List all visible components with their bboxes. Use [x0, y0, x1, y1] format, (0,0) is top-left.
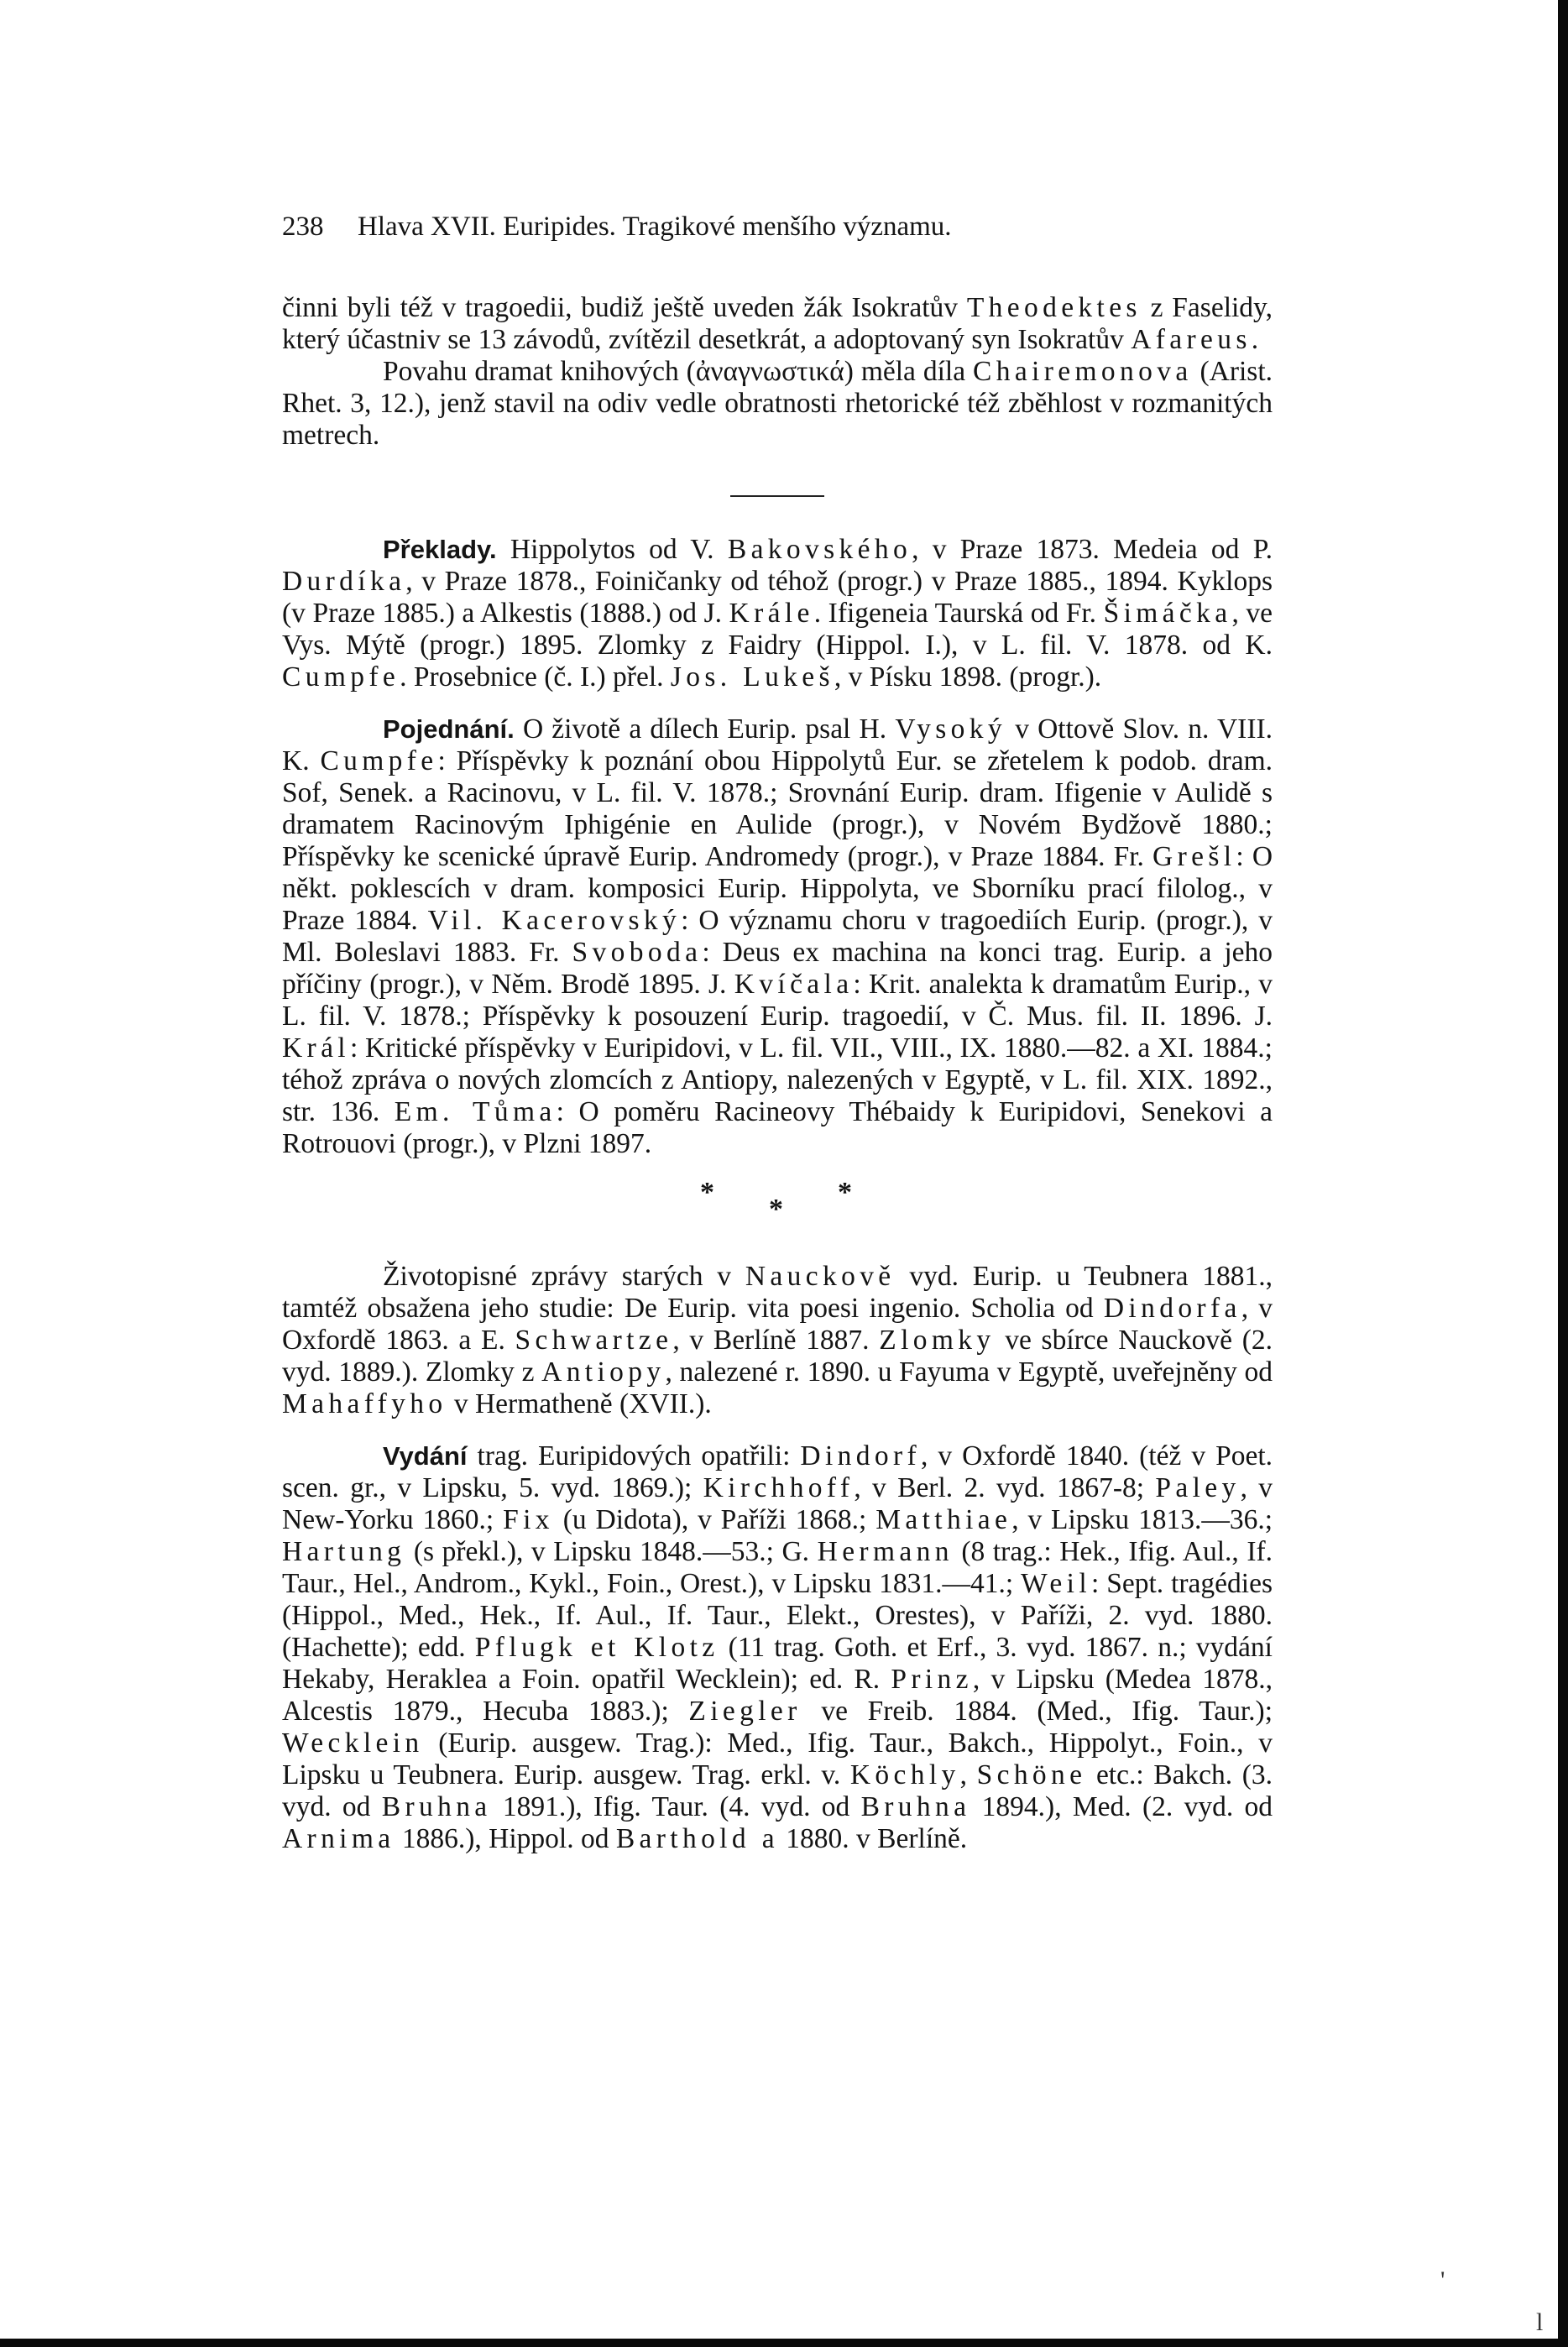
text: z Faselidy, který účastniv se 13 závodů, zvítězil desetkrát, a adoptovaný syn Isokratův [282, 292, 1273, 355]
pojednani-paragraph [282, 714, 1273, 1160]
text: ve Freib. 1884. (Med., Ifig. Taur.); [821, 1696, 1273, 1727]
spaced-name: Jos. Lukeš [670, 661, 834, 693]
text: : Příspěvky k poznání obou Hippolytů Eur. se zřetelem k podob. dram. Sof, Senek. a Racinovu, v L. fil. V. 1878.; Srovnání Eurip. dram. Ifigenie v Aulidě s dramatem Racinovým Iphigénie en Aulide (progr.), v Novém Bydžově 1880.; Příspěvky ke scenické úpravě Eurip. Andromedy (progr.), v Praze 1884. Fr. [282, 745, 1273, 872]
text: (8 trag.: Hek., Ifig. Aul., If. Taur., Hel., Androm., Kykl., Foin., Orest.), v Lipsku 1831.—41.; [282, 1536, 1273, 1599]
spaced-name: Hermann [817, 1536, 954, 1567]
text: (u Didota), v Paříži 1868.; [562, 1504, 867, 1535]
spaced-name: Prinz [891, 1664, 973, 1695]
text: vyd. Eurip. u Teubnera 1881., tamtéž obsažena jeho studie: De Eurip. vita poesi ingenio. Scholia od [282, 1261, 1273, 1324]
spaced-name: Matthiae [875, 1504, 1012, 1535]
spaced-name: Mahaffyho [282, 1388, 447, 1419]
spaced-name: Weil [1021, 1568, 1091, 1599]
text: , v Berlíně 1887. [672, 1325, 870, 1356]
separator-stars [282, 1160, 1273, 1236]
section-heading: Vydání [383, 1441, 468, 1471]
spaced-name: Cumpfe [282, 661, 400, 693]
spaced-name: Vil. Kacerovský [427, 905, 682, 936]
spaced-name: Em. Tůma [394, 1096, 557, 1127]
spaced-name: Kirchhoff [703, 1472, 855, 1503]
spaced-name: Theodektes [966, 292, 1142, 323]
spaced-name: Zlomky [879, 1325, 996, 1356]
text: , v New-Yorku 1860.; [282, 1472, 1273, 1535]
text: , v Oxfordě 1840. (též v Poet. scen. gr., v Lipsku, 5. vyd. 1869.); [282, 1440, 1273, 1503]
text: . [1251, 324, 1259, 355]
spaced-name: Ziegler [688, 1696, 802, 1727]
spaced-name: Dindorfa [1103, 1293, 1241, 1324]
spaced-name: Vysoký [895, 714, 1006, 745]
text: ve sbírce Nauckově (2. vyd. 1889.). Zlomky z [282, 1325, 1273, 1388]
text: 1880. v Berlíně. [786, 1823, 968, 1854]
text: , ve Vys. Mýtě (progr.) 1895. Zlomky z Faidry (Hippol. I.), v L. fil. V. 1878. od K. [282, 598, 1273, 661]
spaced-name: Pflugk et Klotz [474, 1632, 719, 1663]
zivotopisne-paragraph [282, 1261, 1273, 1420]
text: , [959, 1759, 968, 1790]
spaced-name: Král [282, 1032, 350, 1064]
spaced-name: Köchly [849, 1759, 960, 1790]
text: : O poměru Racineovy Thébaidy k Euripidovi, Senekovi a Rotrouovi (progr.), v Plzni 1897. [282, 1096, 1273, 1159]
text: : Krit. analekta k dramatům Eurip., v L. fil. V. 1878.; Příspěvky k posouzení Eurip. tragoedií, v Č. Mus. fil. II. 1896. J. [282, 969, 1273, 1032]
text: Povahu dramat knihových (ἀναγνωστικά) měla díla [383, 356, 966, 387]
spaced-name: Kvíčala [734, 969, 854, 1000]
spaced-name: Fix [503, 1504, 554, 1535]
text: 1894.), Med. (2. vyd. od [981, 1791, 1273, 1822]
text: , v Praze 1878., Foiničanky od téhož (progr.) v Praze 1885., 1894. Kyklops (v Praze 1885.) a Alkestis (1888.) od J. [282, 566, 1273, 629]
spaced-name: Bakovského [727, 534, 912, 565]
text: : O někt. poklescích v dram. komposici Eurip. Hippolyta, ve Sborníku prací filolog., v Praze 1884. [282, 841, 1273, 936]
text: Životopisné zprávy starých v [383, 1261, 732, 1292]
intro-paragraph-2 [282, 356, 1273, 452]
text: : Sept. tragédies (Hippol., Med., Hek., If. Aul., If. Taur., Elekt., Orestes), v Paříži, 2. vyd. 1880. (Hachette); edd. [282, 1568, 1273, 1663]
text: Hippolytos od V. [510, 534, 714, 565]
scan-border-right [1558, 0, 1568, 2347]
spaced-name: Arnima [282, 1823, 395, 1854]
text: (11 trag. Goth. et Erf., 3. vyd. 1867. n.; vydání Hekaby, Heraklea a Foin. opatřil Wecklein); ed. R. [282, 1632, 1273, 1695]
spaced-name: Antiopy [541, 1356, 666, 1388]
spaced-name: Paley [1155, 1472, 1241, 1503]
spaced-name: Chairemonova [973, 356, 1193, 387]
spaced-name: Afareus [1131, 324, 1252, 355]
preklady-paragraph [282, 534, 1273, 693]
text: : O významu choru v tragoediích Eurip. (progr.), v Ml. Boleslavi 1883. Fr. [282, 905, 1273, 968]
text: , v Berl. 2. vyd. 1867-8; [854, 1472, 1145, 1503]
spaced-name: Bruhna [381, 1791, 492, 1822]
text: : Kritické příspěvky v Euripidovi, v L. fil. VII., VIII., IX. 1880.—82. a XI. 1884.; téhož zpráva o nových zlomcích z Antiopy, nalezených v Egyptě, v L. fil. XIX. 1892., str. 136. [282, 1032, 1273, 1127]
spaced-name: Krále [729, 598, 814, 629]
section-heading: Pojednání. [383, 714, 515, 744]
section-heading: Překlady. [383, 535, 497, 564]
text: , v Praze 1873. Medeia od P. [912, 534, 1273, 565]
text: etc.: Bakch. (3. vyd. od [282, 1759, 1273, 1822]
text: činni byli též v tragoedii, budiž ještě uveden žák Isokratův [282, 292, 959, 323]
scan-border-bottom [0, 2339, 1568, 2347]
running-title: Hlava XVII. Euripides. Tragikové menšího významu. [358, 212, 952, 242]
book-page [282, 210, 1273, 1855]
spaced-name: Dindorf [800, 1440, 921, 1471]
text: . Prosebnice (č. I.) přel. [400, 661, 664, 693]
text: v Hermatheně (XVII.). [453, 1388, 712, 1419]
margin-mark: ' [1440, 2266, 1445, 2294]
page-number: 238 [282, 212, 324, 242]
text: 1891.), Ifig. Taur. (4. vyd. od [502, 1791, 850, 1822]
text: , v Písku 1898. (progr.). [834, 661, 1102, 693]
spaced-name: Schöne [976, 1759, 1087, 1790]
text: , v Lipsku (Medea 1878., Alcestis 1879., Hecuba 1883.); [282, 1664, 1273, 1727]
spaced-name: Schwartze [515, 1325, 673, 1356]
intro-paragraph-1 [282, 292, 1273, 356]
spaced-name: Wecklein [282, 1728, 424, 1759]
text: , v Oxfordě 1863. a E. [282, 1293, 1273, 1356]
star: * [838, 1177, 852, 1208]
spaced-name: Grešl [1152, 841, 1236, 872]
spaced-name: Šimáčka [1103, 598, 1232, 629]
spaced-name: Hartung [282, 1536, 406, 1567]
margin-mark: l [1536, 2308, 1544, 2336]
spaced-name: Svoboda [572, 937, 703, 968]
spaced-name: Bruhna [860, 1791, 971, 1822]
text: . Ifigeneia Taurská od Fr. [813, 598, 1097, 629]
section-rule [730, 495, 824, 497]
text: trag. Euripidových opatřili: [477, 1440, 791, 1471]
text: 1886.), Hippol. od [401, 1823, 609, 1854]
running-header [282, 210, 1273, 243]
star: * [700, 1177, 714, 1208]
text: (Arist. Rhet. 3, 12.), jenž stavil na odiv vedle obratnosti rhetorické též zběhlost v rozmanitých metrech. [282, 356, 1273, 451]
star: * [769, 1194, 783, 1225]
text: O životě a dílech Eurip. psal H. [522, 714, 887, 745]
text: (Eurip. ausgew. Trag.): Med., Ifig. Taur., Bakch., Hippolyt., Foin., v Lipsku u Teubnera. Eurip. ausgew. Trag. erkl. v. [282, 1728, 1273, 1790]
text: (s překl.), v Lipsku 1848.—53.; G. [413, 1536, 810, 1567]
spaced-name: Barthold a [615, 1823, 779, 1854]
text: v Ottově Slov. n. VIII. K. [282, 714, 1273, 776]
vydani-paragraph [282, 1440, 1273, 1855]
text: : Deus ex machina na konci trag. Eurip. a jeho příčiny (progr.), v Něm. Brodě 1895. J. [282, 937, 1273, 1000]
spaced-name: Nauckově [745, 1261, 896, 1292]
spaced-name: Durdíka [282, 566, 406, 597]
spaced-name: Cumpfe [320, 745, 438, 776]
text: , nalezené r. 1890. u Fayuma v Egyptě, uveřejněny od [665, 1356, 1273, 1388]
text: , v Lipsku 1813.—36.; [1011, 1504, 1273, 1535]
